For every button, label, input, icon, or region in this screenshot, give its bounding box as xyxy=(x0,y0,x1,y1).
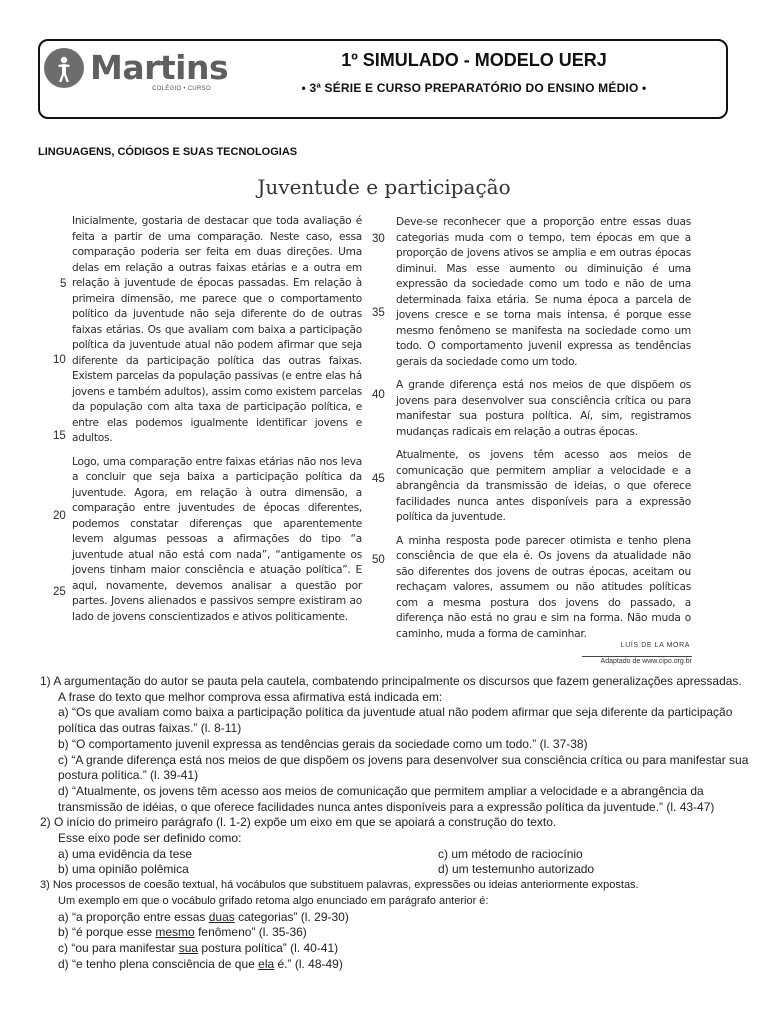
line-number: 30 xyxy=(372,233,385,245)
question-intro: Um exemplo em que o vocábulo grifado retoma algo enunciado em parágrafo anterior é: xyxy=(58,894,489,907)
option-c[interactable]: c) um método de raciocínio xyxy=(438,846,583,861)
logo-subtext: COLÉGIO • CURSO xyxy=(152,86,211,92)
question-stem: 2) O início do primeiro parágrafo (l. 1-2) expõe um eixo em que se apoiará a construção do texto. xyxy=(40,815,557,830)
underlined-word: duas xyxy=(208,909,235,924)
text-source: Adaptado de www.cipo.org.br xyxy=(600,658,692,665)
line-number: 40 xyxy=(372,389,385,401)
text-column-right xyxy=(396,215,691,650)
question-intro: Esse eixo pode ser definido como: xyxy=(58,831,242,846)
underlined-word: ela xyxy=(258,956,275,971)
exam-subtitle: • 3ª SÉRIE E CURSO PREPARATÓRIO DO ENSINO MÉDIO • xyxy=(301,81,647,95)
line-number: 50 xyxy=(372,554,385,566)
question-intro: A frase do texto que melhor comprova essa afirmativa está indicada em: xyxy=(58,689,443,704)
text-title: Juventude e participação xyxy=(257,175,511,199)
line-number: 20 xyxy=(53,510,66,522)
logo-name: Martins xyxy=(90,48,229,87)
paragraph: Deve-se reconhecer que a proporção entre essas duas categorias muda com o tempo, tem épocas em que a proporção de jovens ativos se amplia e em outras épocas diminui. Mas esse aumento ou diminuição é uma expressão da sociedade como um todo e não de uma determinada faixa etária. Se numa época a parcela de jovens cresce e se torna mais intensa, é porque esse mesmo fenômeno se manifesta na sociedade como um todo. O comportamento juvenil expressa as tendências gerais da sociedade como um todo. xyxy=(396,216,691,368)
underlined-word: mesmo xyxy=(155,925,195,940)
option-a[interactable]: a) “a proporção entre essas duas categorias” (l. 29-30) xyxy=(58,909,349,924)
section-heading: LINGUAGENS, CÓDIGOS E SUAS TECNOLOGIAS xyxy=(38,146,298,158)
text-column-left xyxy=(72,214,362,633)
option-a[interactable]: a) uma evidência da tese xyxy=(58,846,193,861)
option-a[interactable]: a) “Os que avaliam como baixa a participação política da juventude atual não podem afirmar que seja diferente da participação política das outras faixas.” (l. 8-11) xyxy=(58,705,733,736)
question-stem: 3) Nos processos de coesão textual, há vocábulos que substituem palavras, expressões ou ideias anteriormente expostas. xyxy=(40,879,639,892)
question-3 xyxy=(40,878,760,972)
option-d[interactable]: d) “e tenho plena consciência de que ela é.” (l. 48-49) xyxy=(58,956,343,971)
questions xyxy=(40,674,760,972)
line-number: 35 xyxy=(372,307,385,319)
question-2 xyxy=(40,815,760,878)
line-number: 5 xyxy=(60,278,67,290)
option-b[interactable]: b) “O comportamento juvenil expressa as tendências gerais da sociedade como um todo.” (l. 37-38) xyxy=(58,736,588,751)
text-author: LUÍS DE LA MORA xyxy=(620,642,690,649)
paragraph: Inicialmente, gostaria de destacar que toda avaliação é feita a partir de uma comparação. Neste caso, essa comparação poderia ser feita em duas direções. Uma delas em relação a outras faixas etárias e a outra em relação à juventude de épocas passadas. Em relação à primeira dimensão, me parece que o comportamento político da juventude não seja diferente do de outras faixas etárias. Os que avaliam com baixa a participação política da juventude atual não podem afirmar que seja diferente da participação política das outras faixas. Existem parcelas da população passivas (e entre elas há jovens e também adultos), assim como existem parcelas da população com alta taxa de participação política, e entre elas podemos igualmente identificar jovens e adultos. xyxy=(72,215,362,444)
paragraph: A minha resposta pode parecer otimista e tenho plena consciência de que ela é. Os jovens da atualidade não são diferentes dos jovens de outras épocas, aceitam ou rechaçam valores, assumem ou não atitudes políticas com a mesma postura dos jovens do passado, a diferença não está no grau e sim na forma. Não muda o caminho, muda a forma de caminhar. xyxy=(396,534,691,640)
paragraph: Atualmente, os jovens têm acesso aos meios de comunicação que permitem ampliar a velocidade e a abrangência da transmissão de ideias, o que oferece facilidades nunca antes disponíveis para a expressão política da juventude. xyxy=(396,449,691,523)
source-divider xyxy=(582,656,692,657)
logo-emblem-icon xyxy=(44,48,84,88)
option-b[interactable]: b) “é porque esse mesmo fenômeno” (l. 35-36) xyxy=(58,925,307,940)
option-c[interactable]: c) “ou para manifestar sua postura política” (l. 40-41) xyxy=(58,940,339,955)
line-number: 45 xyxy=(372,473,385,485)
line-number: 15 xyxy=(53,430,66,442)
paragraph: Logo, uma comparação entre faixas etárias não nos leva a concluir que seja baixa a participação política da juventude. Agora, em relação à outra dimensão, a comparação entre juventudes de épocas diferentes, podemos constatar diferenças que aparentemente levem algumas pessoas a afirmações do tipo “a juventude atual não está com nada”, “antigamente os jovens tinham maior consciência e atuação política”. E aqui, novamente, devemos analisar a questão por partes. Jovens alienados e passivos sempre existiram ao lado de jovens conscientizados e ativos politicamente. xyxy=(72,455,362,623)
paragraph: A grande diferença está nos meios de que dispõem os jovens para desenvolver sua consciência crítica ou para manifestar sua postura política. Aí, sim, registramos mudanças radicais em relação a outras épocas. xyxy=(396,379,691,438)
line-number: 25 xyxy=(53,586,66,598)
question-stem: 1) A argumentação do autor se pauta pela cautela, combatendo principalmente os discursos que fazem generalizações apressadas. xyxy=(40,674,742,688)
option-c[interactable]: c) “A grande diferença está nos meios de que dispõem os jovens para desenvolver sua consciência crítica ou para manifestar sua postura política.” (l. 39-41) xyxy=(58,752,749,783)
underlined-word: sua xyxy=(178,940,199,955)
option-d[interactable]: d) um testemunho autorizado xyxy=(438,862,595,877)
option-d[interactable]: d) “Atualmente, os jovens têm acesso aos meios de comunicação que permitem ampliar a velocidade e a abrangência da transmissão de idéias, o que oferece facilidades nunca antes disponíveis para a expressão política da juventude.” (l. 43-47) xyxy=(58,783,715,814)
exam-title: 1º SIMULADO - MODELO UERJ xyxy=(341,50,607,70)
logo-figure-icon xyxy=(55,56,73,84)
school-logo xyxy=(44,46,229,96)
line-number: 10 xyxy=(53,354,66,366)
question-1 xyxy=(40,674,760,815)
option-b[interactable]: b) uma opinião polêmica xyxy=(58,862,189,877)
